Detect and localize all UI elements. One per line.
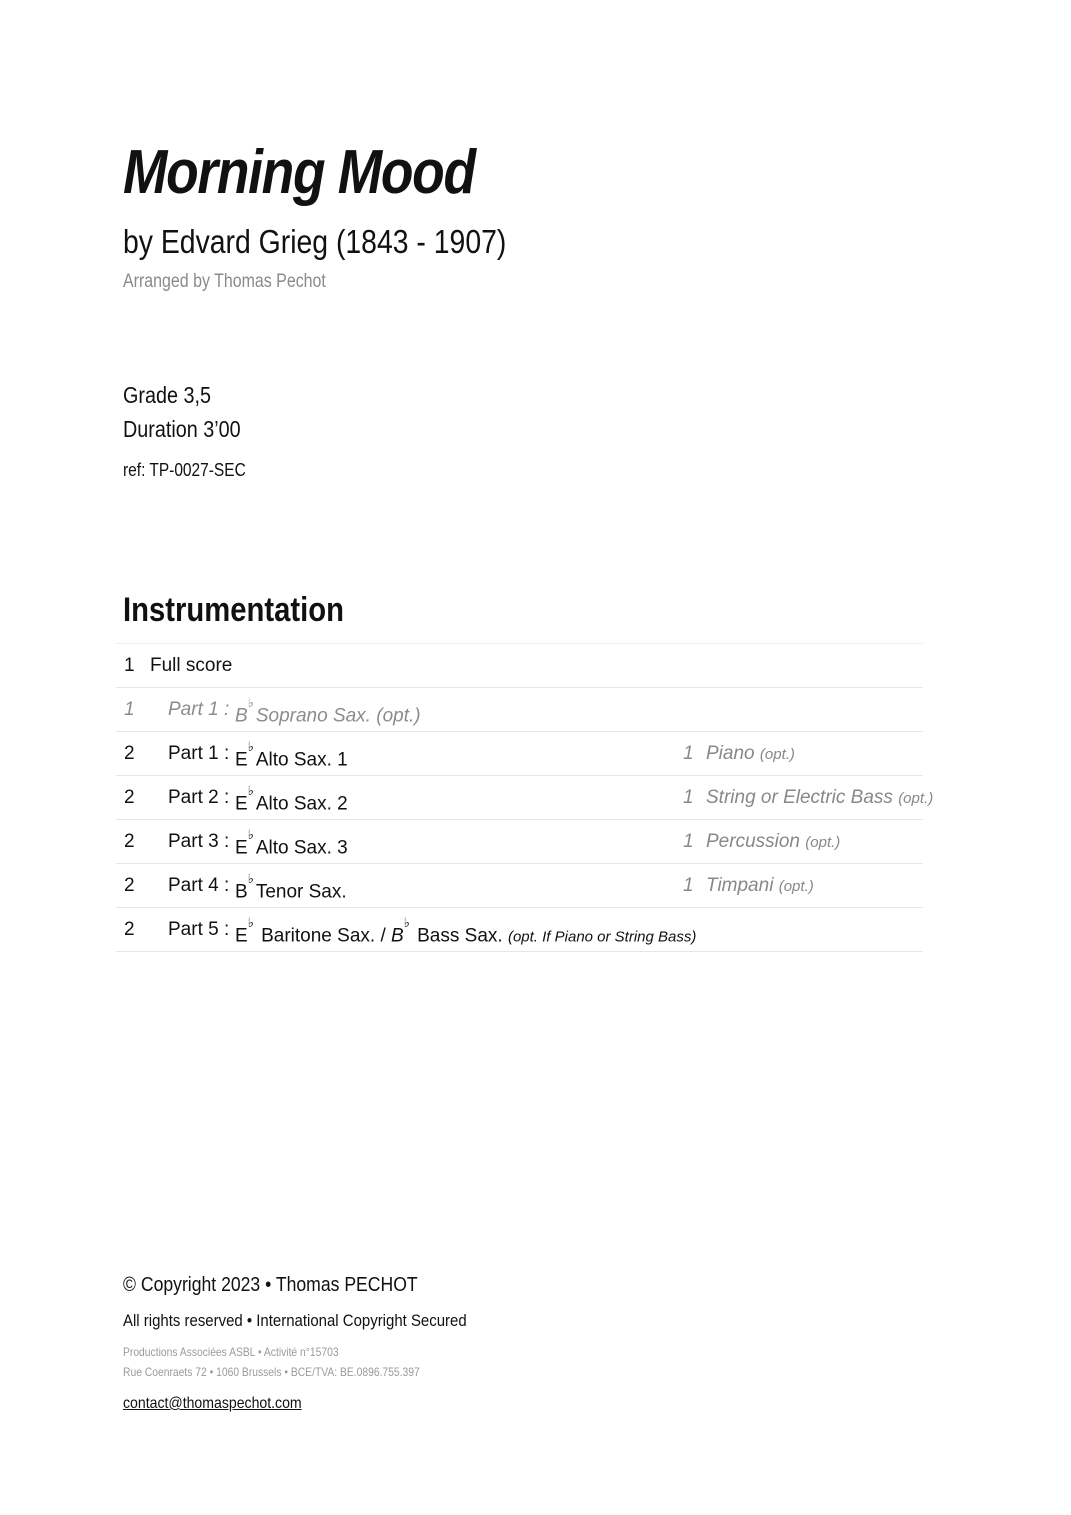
company-info: Productions Associées ASBL • Activité n°15703 [123,1345,339,1359]
instrument-name: E♭ Baritone Sax. / B♭ Bass Sax. (opt. If Piano or String Bass) [235,915,697,947]
reference-text: ref: TP-0027-SEC [123,460,246,480]
part-label: Part 5 : [168,919,230,940]
extra-quantity: 1 [683,875,694,896]
rights-line: All rights reserved • International Copyright Secured [123,1311,467,1330]
extra-instrument-name: Piano (opt.) [706,743,795,764]
instrument-row [116,776,934,820]
part-label: Part 2 : [168,787,230,808]
page-title: Morning Mood [123,138,475,207]
flat-symbol: ♭ [247,739,254,754]
instrument-row [116,864,923,908]
part-label: Part 4 : [168,875,230,896]
extra-quantity: 1 [683,831,694,852]
part-label: Part 1 : [168,699,230,720]
copyright-line: © Copyright 2023 • Thomas PECHOT [123,1274,418,1296]
extra-instrument-name: Timpani (opt.) [706,875,814,896]
grade-text: Grade 3,5 [123,382,211,408]
part-label: Part 3 : [168,831,230,852]
contact-email-link[interactable]: contact@thomaspechot.com [123,1395,302,1412]
quantity: 2 [124,831,135,852]
part-label: Part 1 : [168,743,230,764]
flat-symbol: ♭ [247,871,254,886]
instrument-name: E♭Alto Sax. 3 [235,827,348,859]
quantity: 1 [124,655,135,676]
flat-symbol: ♭ [247,783,254,798]
flat-symbol: ♭ [247,827,254,842]
instrumentation-table [116,643,934,952]
quantity: 2 [124,875,135,896]
flat-symbol: ♭ [403,915,410,930]
flat-symbol: ♭ [247,695,254,710]
composer-line: by Edvard Grieg (1843 - 1907) [123,223,507,260]
full-score-label: Full score [150,655,233,676]
duration-text: Duration 3’00 [123,416,241,442]
instrument-name: E♭Alto Sax. 1 [235,739,348,771]
full-score-row [116,644,923,688]
quantity: 2 [124,787,135,808]
instrument-name: B♭Tenor Sax. [235,871,347,903]
extra-quantity: 1 [683,743,694,764]
instrument-row [116,820,923,864]
arranger-line: Arranged by Thomas Pechot [123,271,326,292]
quantity: 2 [124,919,135,940]
quantity: 1 [124,699,135,720]
extra-instrument-name: String or Electric Bass (opt.) [706,787,934,808]
instrument-row [116,688,923,732]
instrumentation-heading: Instrumentation [123,591,344,629]
optional-note: (opt. If Piano or String Bass) [507,928,697,946]
instrument-row [116,732,923,776]
extra-instrument-name: Percussion (opt.) [706,831,841,852]
flat-symbol: ♭ [247,915,254,930]
extra-quantity: 1 [683,787,694,808]
quantity: 2 [124,743,135,764]
company-address: Rue Coenraets 72 • 1060 Brussels • BCE/TVA: BE.0896.755.397 [123,1365,420,1379]
instrument-name: E♭Alto Sax. 2 [235,783,348,815]
instrument-name: B♭Soprano Sax. (opt.) [235,695,421,727]
instrument-row-baritone [116,908,923,952]
